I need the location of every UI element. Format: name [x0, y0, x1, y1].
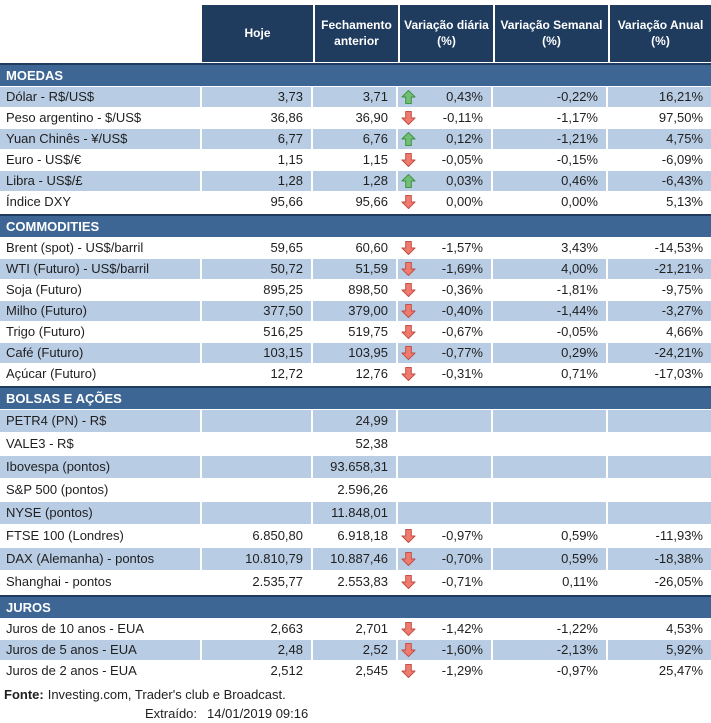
variacao-anual-value	[608, 479, 711, 501]
fechamento-anterior-value: 95,66	[313, 192, 398, 212]
variacao-semanal-value: -0,22%	[493, 87, 608, 107]
table-row	[0, 259, 711, 280]
hoje-value: 103,15	[202, 343, 313, 363]
fechamento-anterior-value: 6,76	[313, 129, 398, 149]
variacao-diaria-text: -0,97%	[441, 528, 483, 543]
variacao-anual-value	[608, 502, 711, 524]
hoje-value: 1,15	[202, 150, 313, 170]
hoje-value: 36,86	[202, 108, 313, 128]
variacao-diaria-text: 0,12%	[446, 131, 483, 146]
down-arrow-icon	[401, 152, 416, 168]
fechamento-anterior-value: 12,76	[313, 364, 398, 384]
row-label: Shanghai - pontos	[0, 571, 202, 593]
hoje-value	[202, 456, 313, 478]
source-text: Investing.com, Trader's club e Broadcast.	[47, 687, 286, 702]
fechamento-anterior-value: 379,00	[313, 301, 398, 321]
variacao-diaria-value	[398, 301, 493, 321]
row-label: VALE3 - R$	[0, 433, 202, 455]
row-label: Trigo (Futuro)	[0, 322, 202, 342]
table-header-row	[202, 5, 711, 62]
variacao-diaria-text: -1,57%	[441, 240, 483, 255]
variacao-diaria-text: -1,29%	[441, 663, 483, 678]
row-label: Soja (Futuro)	[0, 280, 202, 300]
variacao-anual-value: -6,43%	[608, 171, 711, 191]
extraction-label: Extraído:	[145, 706, 198, 721]
table-row	[0, 280, 711, 301]
variacao-diaria-value	[398, 343, 493, 363]
down-arrow-icon	[401, 621, 416, 637]
table-row	[0, 456, 711, 479]
down-arrow-icon	[401, 366, 416, 382]
variacao-semanal-value: 0,59%	[493, 525, 608, 547]
variacao-diaria-text: -0,05%	[441, 152, 483, 167]
variacao-anual-value: -18,38%	[608, 548, 711, 570]
variacao-semanal-value: -1,17%	[493, 108, 608, 128]
variacao-anual-value: 97,50%	[658, 110, 703, 125]
fechamento-anterior-value: 898,50	[313, 280, 398, 300]
hoje-value: 895,25	[202, 280, 313, 300]
down-arrow-icon	[401, 574, 416, 590]
variacao-diaria-value	[398, 280, 493, 300]
variacao-diaria-text: -0,71%	[441, 574, 483, 589]
row-label: Dólar - R$/US$	[0, 87, 202, 107]
variacao-diaria-value	[398, 192, 493, 212]
variacao-diaria-value	[398, 640, 493, 660]
variacao-semanal-value: 0,11%	[493, 571, 608, 593]
hoje-value	[202, 410, 313, 432]
variacao-diaria-value	[398, 502, 493, 524]
fechamento-anterior-value: 10.887,46	[313, 548, 398, 570]
extraction-datetime: 14/01/2019 09:16	[207, 706, 309, 721]
table-row	[0, 548, 711, 571]
row-label: Peso argentino - $/US$	[0, 108, 202, 128]
hoje-value: 95,66	[202, 192, 313, 212]
table-row	[0, 192, 711, 213]
variacao-diaria-text: -0,70%	[441, 551, 483, 566]
hoje-value: 50,72	[202, 259, 313, 279]
hoje-value	[202, 479, 313, 501]
row-label: WTI (Futuro) - US$/barril	[0, 259, 202, 279]
variacao-diaria-text: -0,67%	[441, 324, 483, 339]
hoje-value	[202, 433, 313, 455]
down-arrow-icon	[401, 642, 416, 658]
variacao-diaria-value	[398, 456, 493, 478]
variacao-anual-value: -14,53%	[654, 240, 703, 255]
variacao-diaria-text: -0,40%	[441, 303, 483, 318]
variacao-diaria-value	[398, 129, 493, 149]
variacao-anual-value: 4,53%	[666, 621, 703, 636]
hoje-value: 2.535,77	[202, 571, 313, 593]
section-header-bolsas-e-ac-o-es: BOLSAS E AÇÕES	[0, 386, 711, 409]
down-arrow-icon	[401, 303, 416, 319]
variacao-semanal-value	[493, 410, 608, 432]
hoje-value: 10.810,79	[202, 548, 313, 570]
hoje-value	[202, 502, 313, 524]
variacao-semanal-value: 0,71%	[493, 364, 608, 384]
variacao-diaria-text: -1,60%	[441, 642, 483, 657]
variacao-anual-value	[608, 456, 711, 478]
table-row	[0, 433, 711, 456]
extraction-timestamp	[0, 704, 711, 723]
hoje-value: 516,25	[202, 322, 313, 342]
variacao-anual-value: -11,93%	[655, 528, 703, 543]
variacao-diaria-value	[398, 364, 493, 384]
variacao-diaria-text: -0,77%	[441, 345, 483, 360]
hoje-value: 2,663	[202, 619, 313, 639]
variacao-diaria-value	[398, 479, 493, 501]
fechamento-anterior-value: 60,60	[313, 238, 398, 258]
fechamento-anterior-value: 36,90	[313, 108, 398, 128]
fechamento-anterior-value: 2,701	[313, 619, 398, 639]
variacao-anual-value: -9,75%	[661, 282, 703, 297]
variacao-diaria-text: 0,00%	[446, 194, 483, 209]
variacao-semanal-value: -1,21%	[493, 129, 608, 149]
variacao-diaria-value	[398, 171, 493, 191]
hoje-value: 6.850,80	[202, 525, 313, 547]
table-row	[0, 502, 711, 525]
variacao-anual-value: 25,47%	[658, 663, 703, 678]
table-row	[0, 571, 711, 594]
variacao-semanal-value: -1,81%	[493, 280, 608, 300]
table-row	[0, 364, 711, 385]
variacao-semanal-value	[493, 433, 608, 455]
fechamento-anterior-value: 103,95	[313, 343, 398, 363]
variacao-anual-value: -21,21%	[608, 259, 711, 279]
row-label: Yuan Chinês - ¥/US$	[0, 129, 202, 149]
fechamento-anterior-value: 6.918,18	[313, 525, 398, 547]
table-row	[0, 150, 711, 171]
variacao-diaria-value	[398, 238, 493, 258]
row-label: Juros de 5 anos - EUA	[0, 640, 202, 660]
table-row	[0, 87, 711, 108]
table-row	[0, 322, 711, 343]
variacao-diaria-text: 0,43%	[446, 89, 483, 104]
section-header-commodities: COMMODITIES	[0, 214, 711, 237]
hoje-value: 3,73	[202, 87, 313, 107]
up-arrow-icon	[401, 89, 416, 105]
fechamento-anterior-value: 2.553,83	[313, 571, 398, 593]
table-row	[0, 525, 711, 548]
row-label: S&P 500 (pontos)	[0, 479, 202, 501]
table-row	[0, 410, 711, 433]
variacao-semanal-value: -0,97%	[493, 661, 608, 681]
row-label: Ibovespa (pontos)	[0, 456, 202, 478]
down-arrow-icon	[401, 261, 416, 277]
fechamento-anterior-value: 51,59	[313, 259, 398, 279]
variacao-diaria-value	[398, 661, 493, 681]
variacao-semanal-value	[493, 502, 608, 524]
table-row	[0, 343, 711, 364]
variacao-diaria-value	[398, 571, 493, 593]
variacao-semanal-value: 4,00%	[493, 259, 608, 279]
hoje-value: 2,512	[202, 661, 313, 681]
section-header-juros: JUROS	[0, 595, 711, 618]
hoje-value: 59,65	[202, 238, 313, 258]
variacao-diaria-value	[398, 259, 493, 279]
variacao-semanal-value: -2,13%	[493, 640, 608, 660]
row-label: Juros de 2 anos - EUA	[0, 661, 202, 681]
variacao-semanal-value: -1,22%	[493, 619, 608, 639]
variacao-anual-value: 16,21%	[608, 87, 711, 107]
up-arrow-icon	[401, 131, 416, 147]
variacao-anual-value: 4,66%	[666, 324, 703, 339]
hoje-value: 2,48	[202, 640, 313, 660]
column-header-fechamento-anterior: Fechamento anterior	[313, 5, 398, 62]
variacao-anual-value	[608, 410, 711, 432]
hoje-value: 6,77	[202, 129, 313, 149]
variacao-diaria-value	[398, 548, 493, 570]
hoje-value: 377,50	[202, 301, 313, 321]
fechamento-anterior-value: 2,52	[313, 640, 398, 660]
fechamento-anterior-value: 52,38	[313, 433, 398, 455]
row-label: Juros de 10 anos - EUA	[0, 619, 202, 639]
fechamento-anterior-value: 519,75	[313, 322, 398, 342]
source-label: Fonte:	[4, 687, 44, 702]
row-label: Brent (spot) - US$/barril	[0, 238, 202, 258]
table-row	[0, 238, 711, 259]
row-label: Açúcar (Futuro)	[0, 364, 202, 384]
variacao-semanal-value	[493, 479, 608, 501]
fechamento-anterior-value: 1,15	[313, 150, 398, 170]
down-arrow-icon	[401, 282, 416, 298]
row-label: PETR4 (PN) - R$	[0, 410, 202, 432]
row-label: Índice DXY	[0, 192, 202, 212]
variacao-semanal-value	[493, 456, 608, 478]
source-note	[0, 685, 711, 704]
down-arrow-icon	[401, 240, 416, 256]
column-header-hoje: Hoje	[202, 5, 313, 62]
variacao-diaria-value	[398, 525, 493, 547]
fechamento-anterior-value: 1,28	[313, 171, 398, 191]
variacao-diaria-text: -0,36%	[441, 282, 483, 297]
down-arrow-icon	[401, 110, 416, 126]
fechamento-anterior-value: 3,71	[313, 87, 398, 107]
table-body	[0, 63, 711, 682]
variacao-anual-value: -6,09%	[661, 152, 703, 167]
table-row	[0, 301, 711, 322]
variacao-diaria-value	[398, 87, 493, 107]
row-label: Café (Futuro)	[0, 343, 202, 363]
variacao-diaria-value	[398, 150, 493, 170]
variacao-diaria-text: -1,69%	[441, 261, 483, 276]
fechamento-anterior-value: 93.658,31	[313, 456, 398, 478]
variacao-anual-value: 5,92%	[608, 640, 711, 660]
fechamento-anterior-value: 11.848,01	[313, 502, 398, 524]
row-label: Libra - US$/£	[0, 171, 202, 191]
down-arrow-icon	[401, 551, 416, 567]
variacao-anual-value: -24,21%	[608, 343, 711, 363]
variacao-semanal-value: 0,00%	[493, 192, 608, 212]
down-arrow-icon	[401, 528, 416, 544]
variacao-semanal-value: 0,29%	[493, 343, 608, 363]
fechamento-anterior-value: 2,545	[313, 661, 398, 681]
variacao-semanal-value: -0,15%	[493, 150, 608, 170]
table-row	[0, 661, 711, 682]
down-arrow-icon	[401, 324, 416, 340]
up-arrow-icon	[401, 173, 416, 189]
column-header-variac-a-o-anual: Variação Anual (%)	[608, 5, 711, 62]
down-arrow-icon	[401, 194, 416, 210]
row-label: DAX (Alemanha) - pontos	[0, 548, 202, 570]
variacao-semanal-value: -0,05%	[493, 322, 608, 342]
fechamento-anterior-value: 2.596,26	[313, 479, 398, 501]
variacao-semanal-value: -1,44%	[493, 301, 608, 321]
variacao-diaria-value	[398, 108, 493, 128]
row-label: Euro - US$/€	[0, 150, 202, 170]
down-arrow-icon	[401, 345, 416, 361]
table-row	[0, 640, 711, 661]
variacao-anual-value: 5,13%	[666, 194, 703, 209]
variacao-anual-value: -3,27%	[608, 301, 711, 321]
variacao-diaria-text: 0,03%	[446, 173, 483, 188]
table-footer	[0, 685, 711, 723]
variacao-diaria-text: -0,31%	[441, 366, 483, 381]
variacao-diaria-text: -1,42%	[441, 621, 483, 636]
variacao-diaria-value	[398, 322, 493, 342]
variacao-diaria-value	[398, 410, 493, 432]
column-header-variac-a-o-semanal: Variação Semanal (%)	[493, 5, 608, 62]
table-row	[0, 129, 711, 150]
variacao-anual-value: -26,05%	[654, 574, 703, 589]
variacao-semanal-value: 3,43%	[493, 238, 608, 258]
table-row	[0, 108, 711, 129]
down-arrow-icon	[401, 663, 416, 679]
hoje-value: 12,72	[202, 364, 313, 384]
hoje-value: 1,28	[202, 171, 313, 191]
column-header-variac-a-o-dia-ria: Variação diária (%)	[398, 5, 493, 62]
row-label: FTSE 100 (Londres)	[0, 525, 202, 547]
table-row	[0, 479, 711, 502]
table-row	[0, 171, 711, 192]
variacao-anual-value: -17,03%	[654, 366, 703, 381]
variacao-anual-value	[608, 433, 711, 455]
variacao-semanal-value: 0,46%	[493, 171, 608, 191]
fechamento-anterior-value: 24,99	[313, 410, 398, 432]
row-label: Milho (Futuro)	[0, 301, 202, 321]
variacao-diaria-text: -0,11%	[442, 110, 483, 125]
table-row	[0, 619, 711, 640]
row-label: NYSE (pontos)	[0, 502, 202, 524]
variacao-anual-value: 4,75%	[608, 129, 711, 149]
variacao-diaria-value	[398, 433, 493, 455]
variacao-diaria-value	[398, 619, 493, 639]
section-header-moedas: MOEDAS	[0, 63, 711, 86]
variacao-semanal-value: 0,59%	[493, 548, 608, 570]
